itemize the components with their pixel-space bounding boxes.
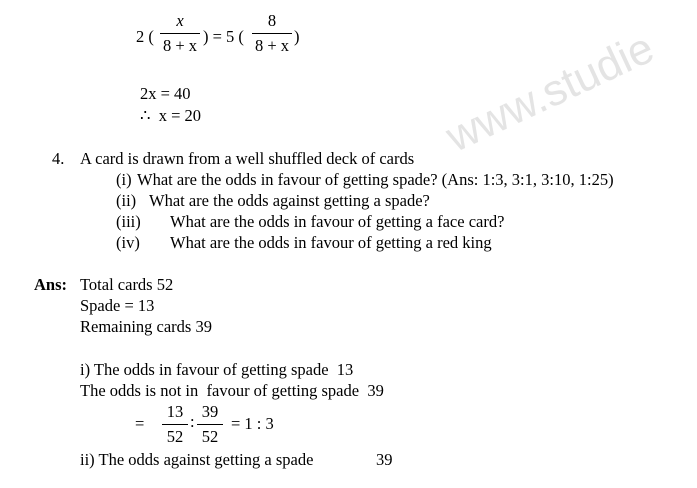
- answer-line: Spade = 13: [80, 296, 155, 315]
- denominator: 52: [162, 424, 188, 446]
- denominator: 52: [197, 424, 223, 446]
- answer-value: 39: [376, 450, 393, 469]
- part-text: What are the odds in favour of getting a red king: [170, 233, 492, 252]
- part-label: (ii): [116, 191, 137, 210]
- answer-line: Remaining cards 39: [80, 317, 212, 336]
- equals-sign: =: [135, 414, 145, 433]
- numerator: 13: [166, 402, 184, 421]
- eq-lhs-coef: 2 (: [136, 27, 154, 46]
- ratio-result: = 1 : 3: [231, 414, 274, 433]
- fraction-lhs: [160, 13, 200, 54]
- numerator: x: [176, 11, 184, 30]
- equation-3: ∴ x = 20: [140, 106, 202, 125]
- part-label: (i): [116, 170, 132, 189]
- question-text: A card is drawn from a well shuffled deck of cards: [80, 149, 415, 168]
- watermark: www.studie: [438, 23, 662, 162]
- part-label: (iii): [116, 212, 141, 231]
- answer-label: Ans:: [34, 275, 68, 294]
- equation-2: 2x = 40: [140, 84, 191, 103]
- fraction-rhs: [252, 13, 292, 54]
- eq-mid: ) = 5 (: [203, 27, 244, 46]
- answer-line: i) The odds in favour of getting spade 13: [80, 360, 354, 379]
- numerator: 8: [267, 11, 277, 30]
- fraction-13-52: [162, 404, 188, 445]
- fraction-39-52: [197, 404, 223, 445]
- question-number: 4.: [52, 149, 65, 168]
- numerator: 39: [201, 402, 219, 421]
- denominator: 8 + x: [160, 33, 200, 55]
- part-text: What are the odds against getting a spade?: [149, 191, 430, 210]
- answer-line: Total cards 52: [80, 275, 174, 294]
- eq-end: ): [294, 27, 300, 46]
- answer-line: ii) The odds against getting a spade: [80, 450, 314, 469]
- denominator: 8 + x: [252, 33, 292, 55]
- ratio-colon: :: [190, 412, 195, 431]
- part-text: What are the odds in favour of getting spade? (Ans: 1:3, 3:1, 3:10, 1:25): [137, 170, 614, 189]
- part-label: (iv): [116, 233, 140, 252]
- answer-line: The odds is not in favour of getting spade 39: [80, 381, 384, 400]
- part-text: What are the odds in favour of getting a face card?: [170, 212, 505, 231]
